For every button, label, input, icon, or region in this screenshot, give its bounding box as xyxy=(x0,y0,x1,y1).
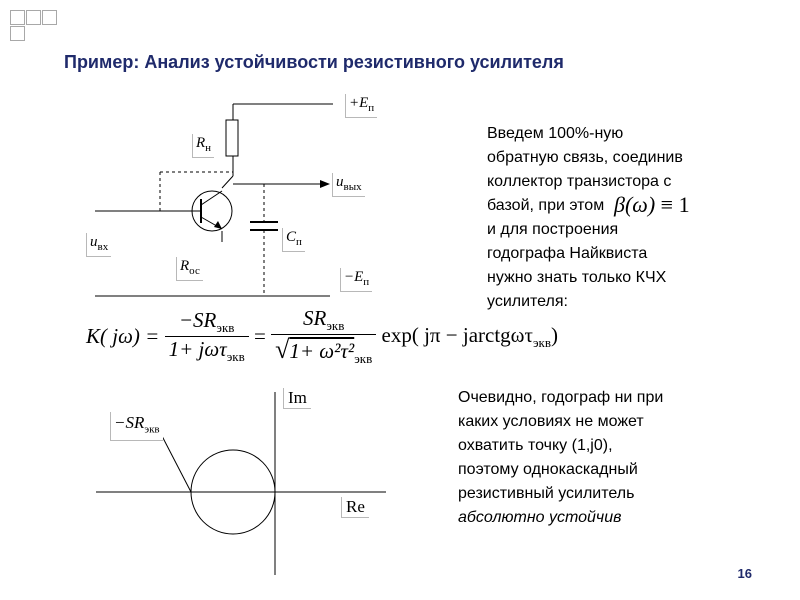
label-plus-e: $+E_п$ xyxy=(345,94,377,118)
text-line: базой, при этом xyxy=(487,197,605,214)
text-line: охватить точку (1,j0), xyxy=(458,437,613,454)
text-line: поэтому однокаскадный xyxy=(458,461,638,478)
text-line: резистивный усилитель xyxy=(458,485,635,502)
label-r-os: $R_{ос}$ xyxy=(176,257,203,281)
fraction-1: $\frac{-SR_{экв}}{1+ j\omega\tau_{экв}}$ xyxy=(165,308,249,365)
page-number: 16 xyxy=(737,566,752,581)
text-line-italic: абсолютно устойчив xyxy=(458,509,622,526)
text-line: нужно знать только КЧХ xyxy=(487,269,667,286)
label-u-out: $u_{вых}$ xyxy=(332,173,365,197)
point-leader-line xyxy=(162,436,191,492)
label-minus-e: $-E_п$ xyxy=(340,268,372,292)
paragraph-conclusion xyxy=(458,386,748,530)
fraction-2: $\frac{SR_{экв}}{√1+ \omega^2\tau^2_{экв}}$ xyxy=(271,306,376,367)
slide-title: Пример: Анализ устойчивости резистивного усилителя xyxy=(64,52,564,72)
label-c-p: $C_п$ xyxy=(282,228,305,252)
label-r-load: $R_н$ xyxy=(192,134,214,158)
text-line: усилителя: xyxy=(487,293,568,310)
axis-label-im: Im xyxy=(283,388,311,409)
beta-equation: β(ω) ≡ 1 xyxy=(614,192,690,217)
transfer-function-formula: K( jω) = $\frac{-SR_{экв}}{1+ j\omega\tau_{экв}}$ = $\frac{SR_{экв}}{√1+ \omega^2\tau^2_{экв}}$ exp( jπ − jarctgωτ$_{экв}$) xyxy=(86,306,558,367)
text-line: годографа Найквиста xyxy=(487,245,648,262)
text-line: обратную связь, соединив xyxy=(487,149,683,166)
text-line: Введем 100%-ную xyxy=(487,125,624,142)
axis-label-re: Re xyxy=(341,497,369,518)
label-u-in: $u_{вх}$ xyxy=(86,233,111,257)
text-line: Очевидно, годограф ни при xyxy=(458,389,664,406)
text-line: коллектор транзистора с xyxy=(487,173,672,190)
text-line: и для построения xyxy=(487,221,619,238)
text-line: каких условиях не может xyxy=(458,413,644,430)
label-minus-sr: $-SR_{экв}$ xyxy=(110,412,163,441)
